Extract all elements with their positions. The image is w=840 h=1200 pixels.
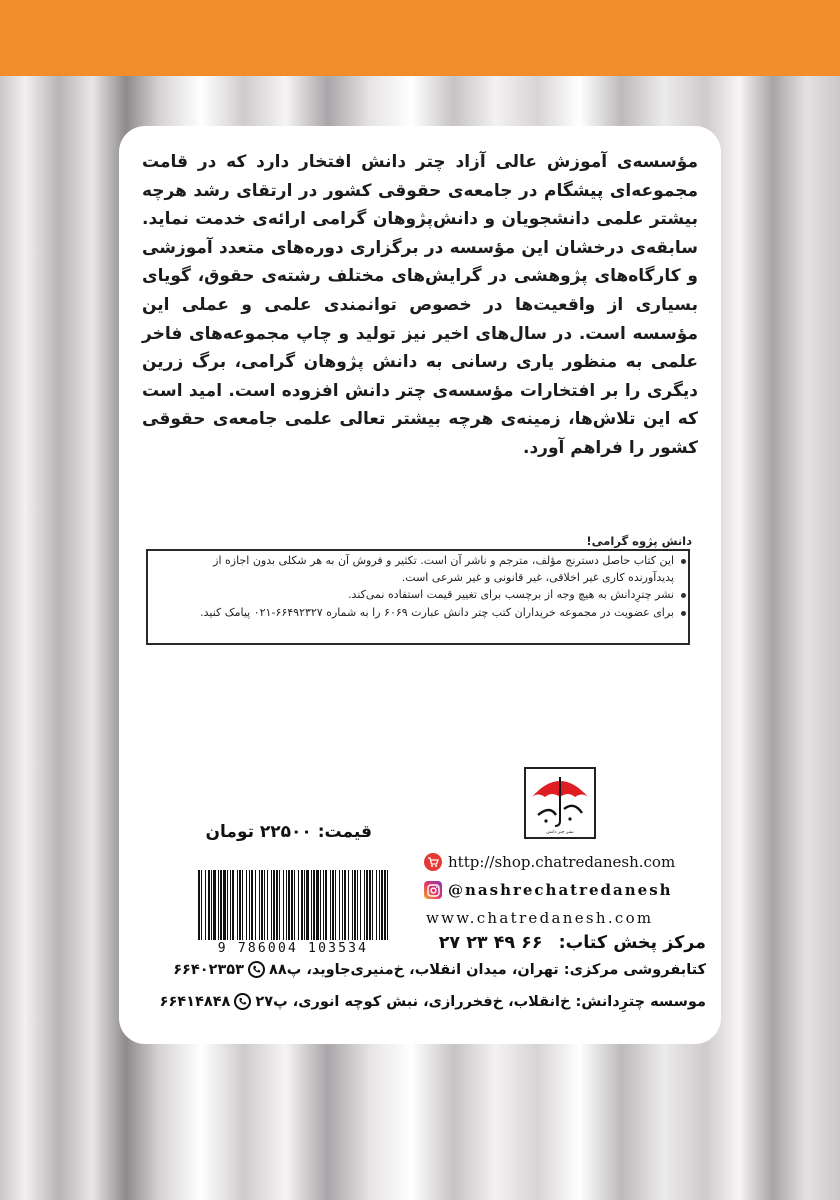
notice-item: برای عضویت در مجموعه خریداران کتب چتر دانش عبارت ۶۰۶۹ را به شماره ۶۶۴۹۲۳۲۷-۰۲۱ پیامک کنید.: [172, 605, 688, 622]
logo-caption: نشر چتر دانش: [546, 830, 574, 835]
umbrella-icon: [526, 771, 594, 831]
notice-title: دانش پژوه گرامی!: [586, 534, 692, 548]
notice-item: این کتاب حاصل دسترنج مؤلف، مترجم و ناشر آن است. تکثیر و فروش آن به هر شکلی بدون اجازه از پدیدآورنده کاری غیر اخلاقی، غیر قانونی و غیر شرعی است.: [172, 553, 688, 586]
shop-link-row[interactable]: [424, 853, 675, 871]
top-orange-band: [0, 0, 840, 76]
notice-item: نشر چترِدانش به هیچ وجه از برچسب برای تغییر قیمت استفاده نمی‌کند.: [172, 587, 688, 604]
website-url[interactable]: www.chatredanesh.com: [426, 909, 654, 927]
description-paragraph: مؤسسه‌ی آموزش عالی آزاد چتر دانش افتخار دارد که در قامت مجموعه‌ای پیشگام در جامعه‌ی حقوقی کشور در ارتقای رشد هرچه بیشتر علمی دانشجویان و دانش‌پژوهان گرامی ارائه‌ی خدمت نماید. سابقه‌ی درخشان این مؤسسه در برگزاری دوره‌های متعدد آموزشی و کارگاه‌های پژوهشی در گرایش‌های مختلف رشته‌ی حقوق، گویای بسیاری از واقعیت‌ها در خصوص توانمندی علمی و عملی این مؤسسه است. در سال‌های اخیر نیز تولید و چاپ مجموعه‌های فاخر علمی به منظور یاری رسانی به دانش پژوهان گرامی، برگ زرین دیگری را بر افتخارات مؤسسه‌ی چتر دانش افزوده است. امید است که این تلاش‌ها، زمینه‌ی هرچه بیشتر تعالی علمی جامعه‌ی حقوقی کشور را فراهم آورد.: [142, 152, 698, 458]
address-text: کتابفروشی مرکزی: تهران، میدان انقلاب، خ‌منیری‌جاوید، پ۸۸: [269, 961, 706, 978]
address-phone: ۶۶۴۱۴۸۴۸: [159, 993, 231, 1010]
instagram-row[interactable]: [424, 881, 673, 899]
price-amount: ۲۲۵۰۰: [259, 822, 312, 842]
phone-icon: [248, 961, 265, 978]
distribution-label: مرکز پخش کتاب:: [558, 933, 706, 953]
instagram-icon: [424, 881, 442, 899]
address-phone: ۶۶۴۰۲۳۵۳: [173, 961, 244, 978]
shop-url[interactable]: http://shop.chatredanesh.com: [448, 853, 676, 871]
address-central-bookstore: [150, 961, 706, 978]
distribution-center: [424, 933, 706, 953]
shopping-cart-icon: [424, 853, 442, 871]
publisher-logo: [524, 767, 596, 839]
notice-list: [172, 553, 688, 622]
price: [178, 822, 372, 842]
website-row[interactable]: [426, 909, 653, 927]
phone-icon: [234, 993, 251, 1010]
isbn-digits: 9 786004 103534: [217, 941, 369, 956]
price-unit: تومان: [205, 822, 254, 842]
instagram-handle[interactable]: @nashrechatredanesh: [448, 881, 673, 899]
address-institute: [150, 993, 706, 1010]
price-label: قیمت:: [317, 822, 372, 842]
address-text: موسسه چترِدانش: خ‌انقلاب، خ‌فخررازی، نبش کوچه انوری، پ۲۷: [255, 993, 706, 1010]
distribution-phone: ۶۶ ۴۹ ۲۳ ۲۷: [438, 933, 543, 953]
